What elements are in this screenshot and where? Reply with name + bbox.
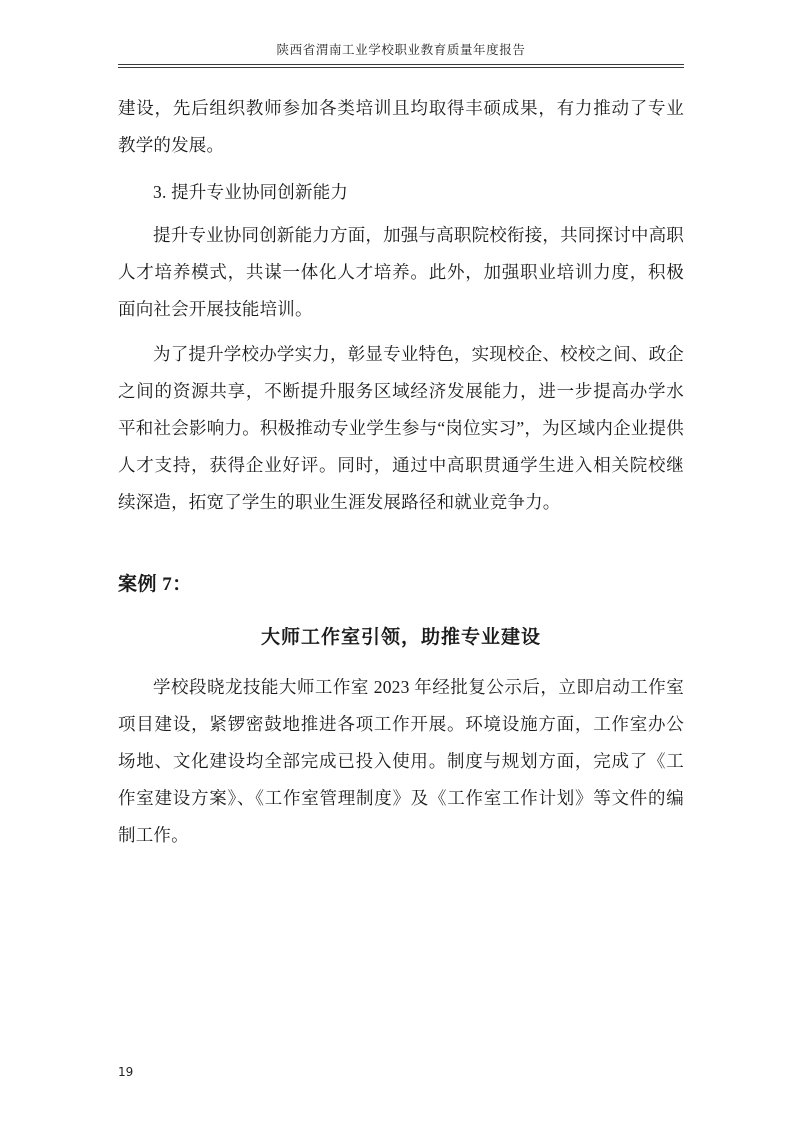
page-number: 19 (118, 1065, 134, 1079)
case-body: 学校段晓龙技能大师工作室 2023 年经批复公示后，立即启动工作室项目建设，紧锣密鼓地推进各项工作开展。环境设施方面，工作室办公场地、文化建设均全部完成已投入使用。制度与规划方面，完成了《工作室建设方案》、《工作室管理制度》及《工作室工作计划》等文件的编制工作。 (118, 677, 684, 845)
paragraph-1: 提升专业协同创新能力方面，加强与高职院校衔接，共同探讨中高职人才培养模式，共谋一体化人才培养。此外，加强职业培训力度，积极面向社会开展技能培训。 (118, 225, 684, 319)
section-heading-3: 3. 提升专业协同创新能力 (153, 182, 349, 202)
case-label: 案例 7： (118, 574, 192, 595)
case-title: 大师工作室引领，助推专业建设 (260, 627, 541, 648)
header-divider (118, 64, 684, 68)
page-header-title: 陕西省渭南工业学校职业教育质量年度报告 (276, 42, 526, 57)
page-content (118, 40, 684, 854)
paragraph-continued: 建设，先后组织教师参加各类培训且均取得丰硕成果，有力推动了专业教学的发展。 (118, 98, 684, 155)
paragraph-2: 为了提升学校办学实力，彰显专业特色，实现校企、校校之间、政企之间的资源共享，不断提升服务区域经济发展能力，进一步提高办学水平和社会影响力。积极推动专业学生参与“岗位实习”，为区域内企业提供人才支持，获得企业好评。同时，通过中高职贯通学生进入相关院校继续深造，拓宽了学生的职业生涯发展路径和就业竞争力。 (118, 344, 684, 512)
paragraph-spacer (118, 328, 684, 336)
